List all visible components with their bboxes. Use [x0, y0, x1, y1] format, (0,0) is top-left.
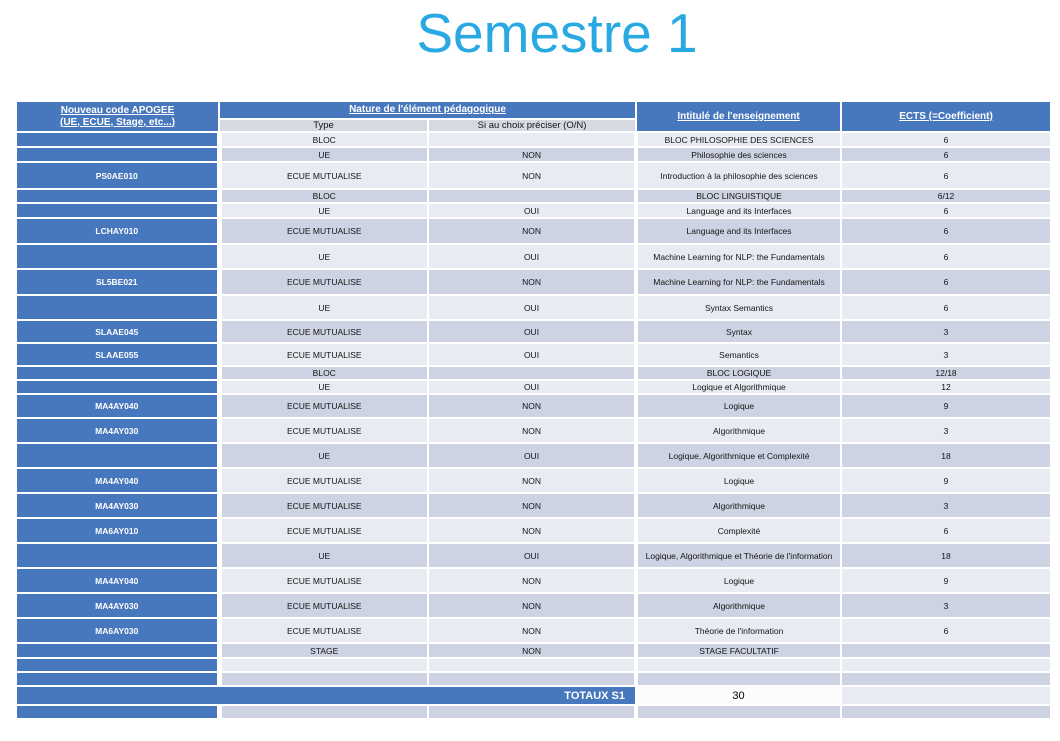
ects-cell: [841, 658, 1051, 672]
intitule-cell: Syntax: [636, 320, 841, 343]
code-cell: [16, 705, 219, 719]
choix-cell: [428, 132, 636, 147]
choix-cell: NON: [428, 218, 636, 244]
intitule-cell: Logique: [636, 468, 841, 493]
code-cell: MA4AY030: [16, 493, 219, 518]
ects-cell: 9: [841, 568, 1051, 593]
type-cell: ECUE MUTUALISE: [219, 568, 428, 593]
intitule-cell: Language and its Interfaces: [636, 203, 841, 218]
ects-cell: 6: [841, 269, 1051, 295]
intitule-cell: Machine Learning for NLP: the Fundamentals: [636, 244, 841, 269]
type-cell: ECUE MUTUALISE: [219, 618, 428, 643]
intitule-cell: Complexité: [636, 518, 841, 543]
table-row: [16, 658, 1051, 672]
table-row: [16, 672, 1051, 686]
choix-cell: OUI: [428, 320, 636, 343]
ects-cell: 6: [841, 295, 1051, 320]
type-cell: ECUE MUTUALISE: [219, 418, 428, 443]
choix-cell: OUI: [428, 380, 636, 394]
code-cell: MA6AY030: [16, 618, 219, 643]
totals-ects-cell: [841, 686, 1051, 705]
type-cell: BLOC: [219, 366, 428, 380]
table-row: [16, 443, 1051, 468]
table-row: [16, 468, 1051, 493]
code-cell: MA4AY040: [16, 568, 219, 593]
intitule-cell: Logique, Algorithmique et Complexité: [636, 443, 841, 468]
choix-cell: [428, 189, 636, 203]
table-row: [16, 203, 1051, 218]
table-row: [16, 705, 1051, 719]
code-cell: MA4AY030: [16, 418, 219, 443]
type-cell: UE: [219, 203, 428, 218]
ects-cell: 6: [841, 203, 1051, 218]
intitule-cell: Algorithmique: [636, 493, 841, 518]
ects-cell: 12: [841, 380, 1051, 394]
code-cell: MA4AY040: [16, 394, 219, 418]
code-cell: [16, 543, 219, 568]
table-row: [16, 394, 1051, 418]
code-cell: [16, 443, 219, 468]
code-cell: SLAAE045: [16, 320, 219, 343]
code-cell: PS0AE010: [16, 162, 219, 189]
code-cell: [16, 366, 219, 380]
choix-cell: [428, 705, 636, 719]
intitule-cell: Machine Learning for NLP: the Fundamentals: [636, 269, 841, 295]
type-cell: BLOC: [219, 189, 428, 203]
intitule-cell: [636, 705, 841, 719]
type-cell: UE: [219, 380, 428, 394]
choix-cell: NON: [428, 468, 636, 493]
choix-cell: NON: [428, 147, 636, 162]
table-row: [16, 568, 1051, 593]
code-cell: [16, 147, 219, 162]
table-row: [16, 218, 1051, 244]
table-row: [16, 244, 1051, 269]
code-cell: [16, 658, 219, 672]
type-cell: ECUE MUTUALISE: [219, 493, 428, 518]
choix-cell: NON: [428, 493, 636, 518]
choix-cell: OUI: [428, 203, 636, 218]
ects-cell: 6: [841, 244, 1051, 269]
type-cell: [219, 705, 428, 719]
intitule-cell: Logique et Algorithmique: [636, 380, 841, 394]
table-row: [16, 366, 1051, 380]
table-row: [16, 295, 1051, 320]
totals-row: [16, 686, 1051, 705]
type-cell: UE: [219, 443, 428, 468]
ects-cell: 6: [841, 618, 1051, 643]
code-cell: MA4AY040: [16, 468, 219, 493]
header-ects: ECTS (=Coefficient): [841, 101, 1051, 132]
table-row: [16, 343, 1051, 366]
table-row: [16, 643, 1051, 658]
intitule-cell: Semantics: [636, 343, 841, 366]
header-row-main: [16, 101, 1051, 119]
header-code: [16, 101, 219, 132]
choix-cell: OUI: [428, 543, 636, 568]
ects-cell: 3: [841, 493, 1051, 518]
ects-cell: [841, 672, 1051, 686]
intitule-cell: Language and its Interfaces: [636, 218, 841, 244]
choix-cell: NON: [428, 269, 636, 295]
intitule-cell: Algorithmique: [636, 593, 841, 618]
ects-cell: 12/18: [841, 366, 1051, 380]
type-cell: ECUE MUTUALISE: [219, 162, 428, 189]
choix-cell: NON: [428, 618, 636, 643]
ects-cell: 6: [841, 147, 1051, 162]
choix-cell: OUI: [428, 295, 636, 320]
ects-cell: 3: [841, 343, 1051, 366]
semester-table: [15, 100, 1052, 720]
code-cell: [16, 132, 219, 147]
code-cell: MA6AY010: [16, 518, 219, 543]
header-choix: Si au choix préciser (O/N): [428, 119, 636, 132]
type-cell: ECUE MUTUALISE: [219, 518, 428, 543]
choix-cell: NON: [428, 518, 636, 543]
intitule-cell: Théorie de l'information: [636, 618, 841, 643]
table-row: [16, 162, 1051, 189]
ects-cell: 9: [841, 394, 1051, 418]
page-title: Semestre 1: [416, 2, 698, 64]
choix-cell: NON: [428, 593, 636, 618]
choix-cell: NON: [428, 568, 636, 593]
table-header: [16, 101, 1051, 132]
code-cell: SLAAE055: [16, 343, 219, 366]
ects-cell: 6: [841, 132, 1051, 147]
type-cell: ECUE MUTUALISE: [219, 593, 428, 618]
intitule-cell: STAGE FACULTATIF: [636, 643, 841, 658]
table-row: [16, 189, 1051, 203]
choix-cell: [428, 672, 636, 686]
intitule-cell: BLOC LINGUISTIQUE: [636, 189, 841, 203]
table-row: [16, 518, 1051, 543]
intitule-cell: BLOC LOGIQUE: [636, 366, 841, 380]
code-cell: [16, 244, 219, 269]
code-cell: [16, 380, 219, 394]
type-cell: ECUE MUTUALISE: [219, 394, 428, 418]
intitule-cell: Philosophie des sciences: [636, 147, 841, 162]
choix-cell: OUI: [428, 343, 636, 366]
intitule-cell: Logique, Algorithmique et Théorie de l'information: [636, 543, 841, 568]
ects-cell: 6/12: [841, 189, 1051, 203]
code-cell: MA4AY030: [16, 593, 219, 618]
code-cell: [16, 672, 219, 686]
code-cell: [16, 295, 219, 320]
code-cell: SL5BE021: [16, 269, 219, 295]
code-cell: [16, 203, 219, 218]
table-row: [16, 147, 1051, 162]
ects-cell: 6: [841, 162, 1051, 189]
ects-cell: 6: [841, 218, 1051, 244]
table-row: [16, 493, 1051, 518]
code-cell: [16, 643, 219, 658]
table-row: [16, 269, 1051, 295]
ects-cell: 3: [841, 320, 1051, 343]
table-row: [16, 593, 1051, 618]
type-cell: ECUE MUTUALISE: [219, 269, 428, 295]
ects-cell: [841, 643, 1051, 658]
intitule-cell: Logique: [636, 394, 841, 418]
type-cell: ECUE MUTUALISE: [219, 218, 428, 244]
choix-cell: OUI: [428, 443, 636, 468]
table-row: [16, 618, 1051, 643]
intitule-cell: Syntax Semantics: [636, 295, 841, 320]
table-body: [16, 132, 1051, 719]
type-cell: ECUE MUTUALISE: [219, 343, 428, 366]
type-cell: [219, 658, 428, 672]
ects-cell: 6: [841, 518, 1051, 543]
totals-label: TOTAUX S1: [16, 686, 636, 705]
ects-cell: 3: [841, 418, 1051, 443]
table-row: [16, 380, 1051, 394]
intitule-cell: Introduction à la philosophie des sciences: [636, 162, 841, 189]
choix-cell: [428, 658, 636, 672]
choix-cell: NON: [428, 643, 636, 658]
type-cell: ECUE MUTUALISE: [219, 468, 428, 493]
choix-cell: NON: [428, 162, 636, 189]
choix-cell: NON: [428, 418, 636, 443]
type-cell: UE: [219, 295, 428, 320]
type-cell: UE: [219, 244, 428, 269]
header-nature: Nature de l'élément pédagogique: [219, 101, 636, 119]
intitule-cell: [636, 658, 841, 672]
code-cell: LCHAY010: [16, 218, 219, 244]
type-cell: BLOC: [219, 132, 428, 147]
ects-cell: 3: [841, 593, 1051, 618]
table-row: [16, 132, 1051, 147]
ects-cell: 18: [841, 543, 1051, 568]
header-code-line2: (UE, ECUE, Stage, etc...): [59, 116, 176, 128]
type-cell: [219, 672, 428, 686]
intitule-cell: BLOC PHILOSOPHIE DES SCIENCES: [636, 132, 841, 147]
intitule-cell: Logique: [636, 568, 841, 593]
type-cell: STAGE: [219, 643, 428, 658]
type-cell: ECUE MUTUALISE: [219, 320, 428, 343]
header-code-line1: Nouveau code APOGEE: [60, 104, 175, 116]
type-cell: UE: [219, 147, 428, 162]
totals-value: 30: [636, 686, 841, 705]
choix-cell: NON: [428, 394, 636, 418]
intitule-cell: Algorithmique: [636, 418, 841, 443]
choix-cell: [428, 366, 636, 380]
choix-cell: OUI: [428, 244, 636, 269]
type-cell: UE: [219, 543, 428, 568]
header-intitule: Intitulé de l'enseignement: [636, 101, 841, 132]
ects-cell: 9: [841, 468, 1051, 493]
header-type: Type: [219, 119, 428, 132]
table-row: [16, 320, 1051, 343]
ects-cell: [841, 705, 1051, 719]
table-row: [16, 543, 1051, 568]
ects-cell: 18: [841, 443, 1051, 468]
intitule-cell: [636, 672, 841, 686]
table-row: [16, 418, 1051, 443]
code-cell: [16, 189, 219, 203]
